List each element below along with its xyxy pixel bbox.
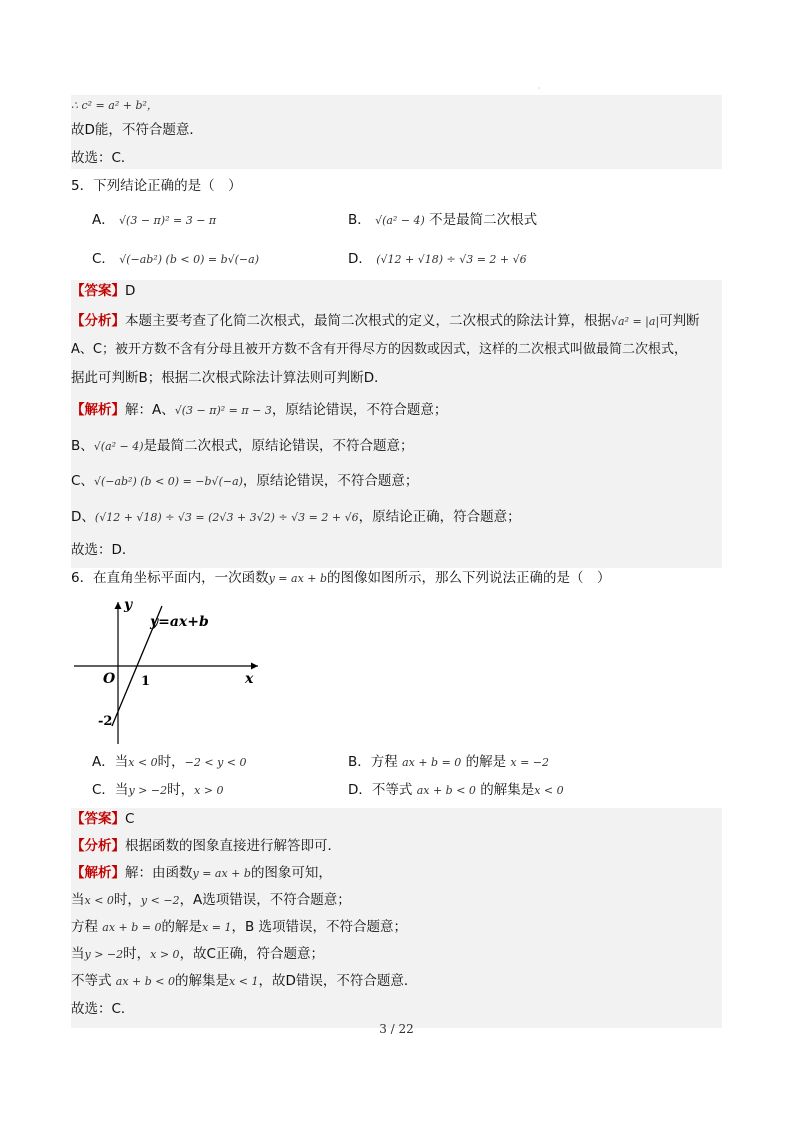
text: 解：由函数 bbox=[125, 865, 193, 881]
text: ，原结论正确，符合题意； bbox=[358, 509, 521, 525]
q5-analysis-line-2: A、C；被开方数不含有分母且被开方数不含有开得尽方的因数或因式，这样的二次根式叫做最简二次根式， bbox=[71, 342, 687, 357]
page-number: 3 / 22 bbox=[379, 1022, 414, 1036]
q5-option-d bbox=[348, 249, 527, 270]
text: D、 bbox=[71, 509, 95, 525]
text: 的解集是 bbox=[175, 973, 230, 989]
q6-option-b bbox=[348, 752, 549, 773]
text: 可判断 bbox=[659, 313, 700, 329]
text: ，原结论错误，不符合题意； bbox=[242, 473, 419, 489]
math: √(a² − 4) bbox=[93, 440, 144, 453]
q5-solution-b bbox=[71, 436, 414, 457]
text: 不等式 bbox=[71, 973, 112, 989]
q6-answer bbox=[71, 809, 134, 829]
q5-stem: 5．下列结论正确的是（ ） bbox=[71, 178, 242, 194]
q5-option-a bbox=[92, 210, 216, 231]
y-intercept-label: -2 bbox=[98, 714, 113, 729]
x-intercept-label: 1 bbox=[141, 674, 151, 689]
option-label: C．当 bbox=[92, 782, 129, 798]
math: (√12 + √18) ÷ √3 = (2√3 + 3√2) ÷ √3 = 2 + √6 bbox=[94, 511, 359, 524]
answer-value: D bbox=[125, 283, 136, 299]
math: √(−ab²) (b < 0) = −b√(−a) bbox=[93, 475, 243, 488]
q6-stem bbox=[71, 568, 611, 589]
option-label: B． bbox=[348, 212, 371, 228]
text: 时， bbox=[157, 754, 185, 770]
q6-solution-1 bbox=[71, 863, 332, 884]
q5-option-c bbox=[92, 249, 259, 270]
analysis-tag: 【分析】 bbox=[71, 838, 125, 854]
math: ∴ c² = a² + b²， bbox=[71, 99, 158, 112]
text: 当 bbox=[71, 946, 85, 962]
option-label: A． bbox=[92, 212, 115, 228]
math: x > 0 bbox=[150, 948, 180, 961]
math: y = ax + b bbox=[192, 867, 251, 880]
q5-answer bbox=[71, 281, 135, 301]
q5-solution-d bbox=[71, 507, 521, 528]
q6-solution-5 bbox=[71, 971, 417, 992]
scan-dot: · bbox=[538, 84, 541, 93]
math: y < −2 bbox=[140, 894, 180, 907]
text: 本题主要考查了化简二次根式，最简二次根式的定义，二次根式的除法计算，根据 bbox=[125, 313, 611, 329]
math: −2 < y < 0 bbox=[184, 756, 247, 769]
answer-tag: 【答案】 bbox=[71, 283, 125, 299]
top-math-line bbox=[71, 95, 158, 116]
q6-solution-2 bbox=[71, 890, 351, 911]
text: ，B 选项错误，不符合题意； bbox=[231, 919, 408, 935]
q5-solution-c bbox=[71, 471, 418, 492]
math: y > −2 bbox=[128, 784, 168, 797]
math: x < 0 bbox=[84, 894, 114, 907]
text: 的解是 bbox=[161, 919, 203, 935]
text: 解：A、 bbox=[125, 402, 175, 418]
option-text: 不是最简二次根式 bbox=[429, 212, 538, 228]
y-axis-label: y bbox=[124, 597, 133, 613]
option-math: (√12 + √18) ÷ √3 = 2 + √6 bbox=[376, 253, 527, 266]
option-label: B．方程 bbox=[348, 754, 398, 770]
text: ，故D错误，不符合题意． bbox=[258, 973, 418, 989]
option-label: A．当 bbox=[92, 754, 129, 770]
q5-option-b bbox=[348, 210, 537, 231]
math: √a² = |a| bbox=[611, 315, 660, 328]
solution-tag: 【解析】 bbox=[71, 865, 125, 881]
x-axis-label: x bbox=[245, 671, 254, 687]
option-label: D． bbox=[348, 251, 372, 267]
text: 方程 bbox=[71, 919, 98, 935]
math: y > −2 bbox=[84, 948, 124, 961]
text: 根据函数的图象直接进行解答即可． bbox=[125, 838, 341, 854]
analysis-tag: 【分析】 bbox=[71, 313, 125, 329]
q6-solution-3 bbox=[71, 917, 407, 938]
origin-label: O bbox=[103, 671, 116, 687]
math: x = 1 bbox=[202, 921, 232, 934]
math: y = ax + b bbox=[268, 572, 328, 585]
solution-tag: 【解析】 bbox=[71, 402, 125, 418]
text: B、 bbox=[71, 438, 94, 454]
text: ，原结论错误，不符合题意； bbox=[271, 402, 448, 418]
q6-option-d bbox=[348, 780, 564, 801]
q6-solution-4 bbox=[71, 944, 324, 965]
top-select: 故选：C． bbox=[71, 150, 135, 166]
text: 的图象可知， bbox=[250, 865, 332, 881]
math: x < 1 bbox=[229, 975, 259, 988]
q6-select: 故选：C． bbox=[71, 1001, 135, 1017]
q5-select: 故选：D． bbox=[71, 542, 136, 558]
answer-value: C bbox=[125, 811, 135, 827]
math: √(3 − π)² = π − 3 bbox=[174, 404, 272, 417]
q5-analysis-line-3: 据此可判断B；根据二次根式除法计算法则可判断D． bbox=[71, 370, 388, 386]
math: ax + b = 0 bbox=[402, 756, 462, 769]
math: x < 0 bbox=[128, 756, 158, 769]
option-label: D．不等式 bbox=[348, 782, 413, 798]
top-line-d: 故D能，不符合题意． bbox=[71, 122, 203, 138]
q6-analysis bbox=[71, 836, 341, 856]
math: ax + b < 0 bbox=[416, 784, 476, 797]
text: 当 bbox=[71, 892, 85, 908]
q5-analysis-line-1 bbox=[71, 311, 700, 332]
line-label: y=ax+b bbox=[150, 614, 209, 630]
q6-option-a bbox=[92, 752, 247, 773]
option-math: √(3 − π)² = 3 − π bbox=[119, 214, 217, 227]
option-label: C． bbox=[92, 251, 115, 267]
function-graph bbox=[68, 594, 268, 754]
math: x = −2 bbox=[510, 756, 550, 769]
math: ax + b = 0 bbox=[102, 921, 162, 934]
text: 时， bbox=[113, 892, 141, 908]
text: 的图像如图所示，那么下列说法正确的是（ ） bbox=[327, 570, 611, 586]
math: ax + b < 0 bbox=[115, 975, 176, 988]
text: C、 bbox=[71, 473, 94, 489]
text: 时， bbox=[167, 782, 195, 798]
q6-option-c bbox=[92, 780, 224, 801]
text: 的解是 bbox=[465, 754, 507, 770]
math: x > 0 bbox=[194, 784, 224, 797]
text: 时， bbox=[123, 946, 151, 962]
option-math: √(a² − 4) bbox=[375, 214, 425, 227]
math: x < 0 bbox=[534, 784, 564, 797]
text: 6．在直角坐标平面内，一次函数 bbox=[71, 570, 269, 586]
text: 是最简二次根式，原结论错误，不符合题意； bbox=[143, 438, 414, 454]
option-math: √(−ab²) (b < 0) = b√(−a) bbox=[119, 253, 260, 266]
text: 的解集是 bbox=[480, 782, 535, 798]
text: ，A选项错误，不符合题意； bbox=[179, 892, 351, 908]
text: ，故C正确，符合题意； bbox=[179, 946, 324, 962]
answer-tag: 【答案】 bbox=[71, 811, 125, 827]
q5-solution-a bbox=[71, 400, 447, 421]
